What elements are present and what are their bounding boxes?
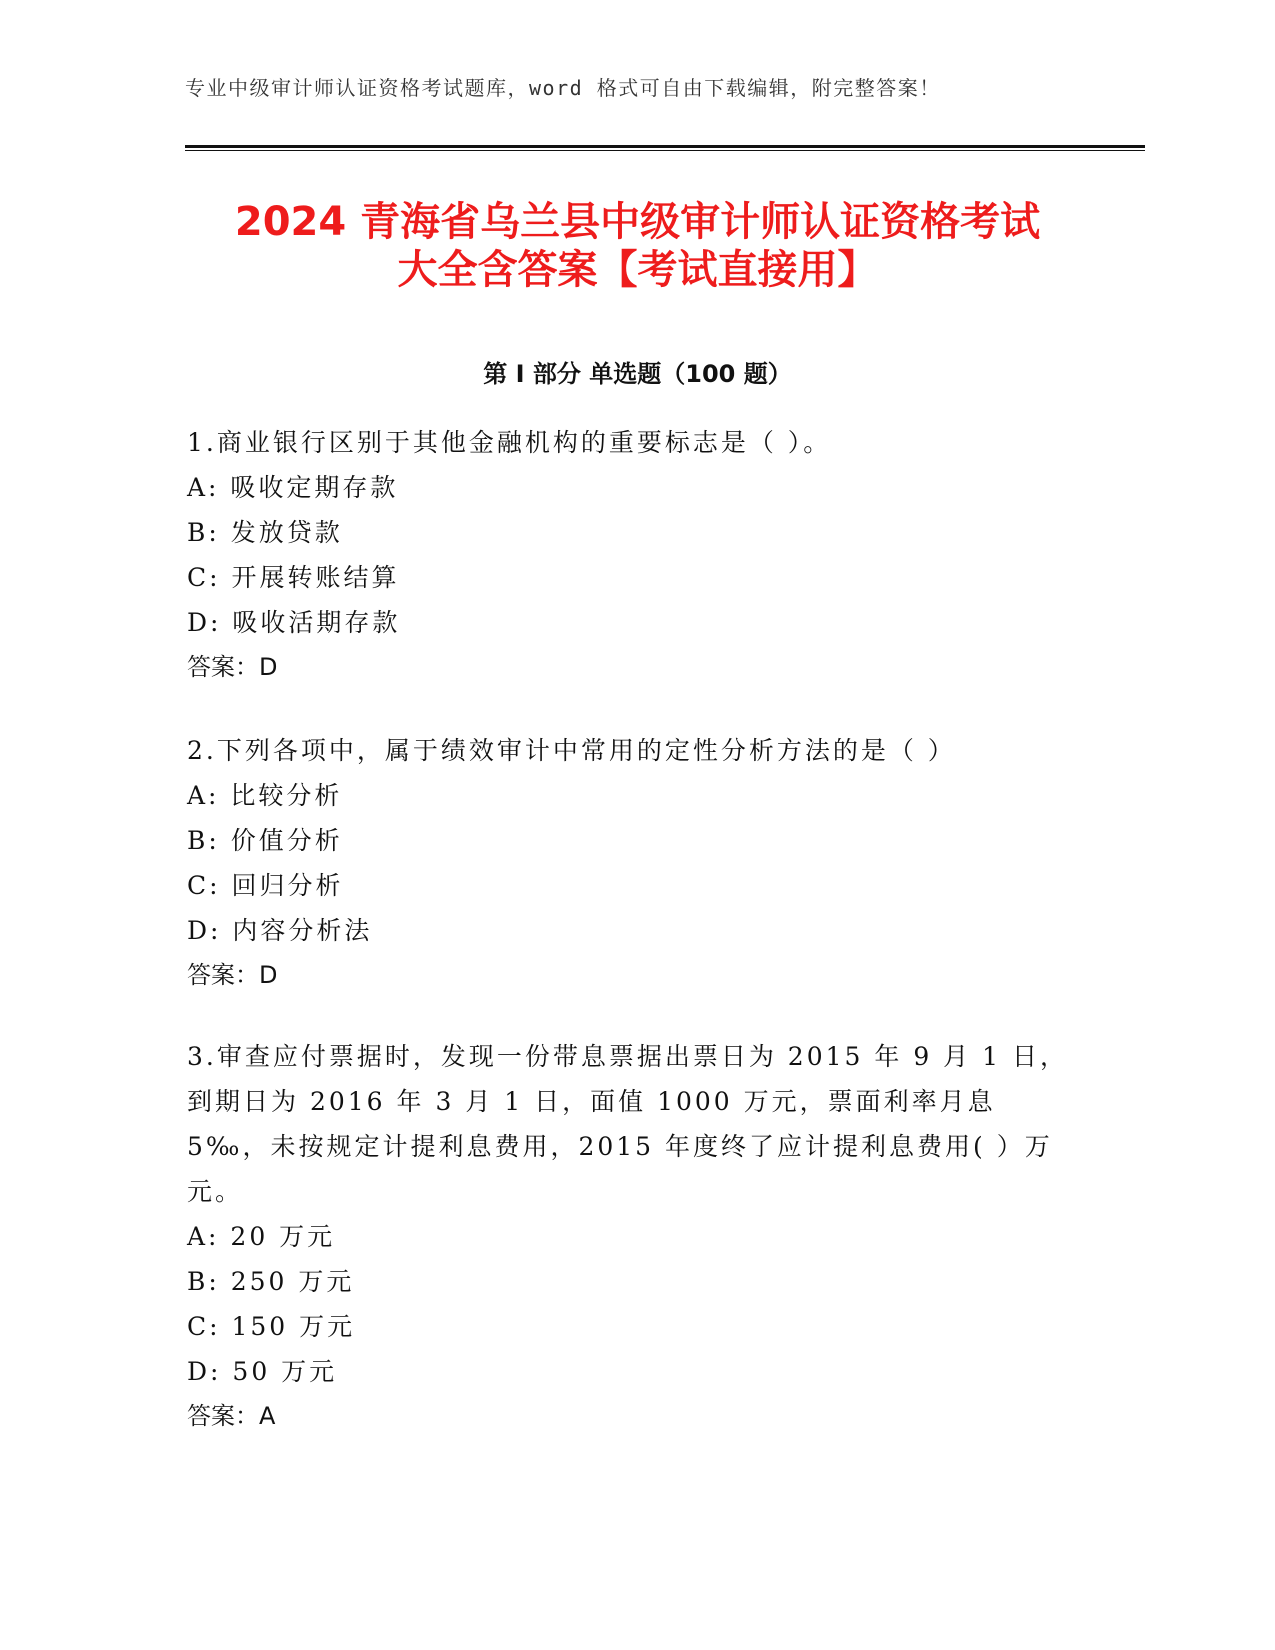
answer: 答案：D (187, 653, 278, 681)
title-line-1: 2024 青海省乌兰县中级审计师认证资格考试 (234, 199, 1041, 245)
title-line-2: 大全含答案【考试直接用】 (397, 247, 878, 293)
question-stem: 1.商业银行区别于其他金融机构的重要标志是（ ）。 (187, 428, 832, 457)
option-b: B: 250 万元 (187, 1267, 355, 1296)
option-c: C: 回归分析 (187, 871, 344, 900)
header-note: 专业中级审计师认证资格考试题库，word 格式可自由下载编辑，附完整答案！ (185, 76, 941, 100)
option-b: B: 价值分析 (187, 826, 343, 855)
option-d: D: 内容分析法 (187, 916, 373, 945)
question-2 (187, 728, 1077, 998)
document-title (185, 198, 1090, 294)
option-c: C: 150 万元 (187, 1312, 356, 1341)
question-stem: 2.下列各项中，属于绩效审计中常用的定性分析方法的是（ ） (187, 736, 956, 765)
option-d: D: 吸收活期存款 (187, 608, 401, 637)
option-a: A: 吸收定期存款 (187, 473, 399, 502)
option-a: A: 20 万元 (187, 1222, 336, 1251)
question-3 (187, 1034, 1077, 1439)
option-d: D: 50 万元 (187, 1357, 338, 1386)
answer: 答案：A (187, 1402, 276, 1430)
question-1 (187, 420, 1077, 690)
section-heading: 第 I 部分 单选题（100 题） (483, 360, 792, 388)
header-rule-thin (185, 150, 1145, 151)
question-stem: 3.审查应付票据时，发现一份带息票据出票日为 2015 年 9 月 1 日，到期日为 2016 年 3 月 1 日，面值 1000 万元，票面利率月息 5‰，未按规定计提利息费用，2015 年度终了应计提利息费用( ）万元。 (187, 1042, 1068, 1206)
option-c: C: 开展转账结算 (187, 563, 400, 592)
option-a: A: 比较分析 (187, 781, 343, 810)
option-b: B: 发放贷款 (187, 518, 343, 547)
answer: 答案：D (187, 961, 278, 989)
header-rule-thick (185, 145, 1145, 148)
